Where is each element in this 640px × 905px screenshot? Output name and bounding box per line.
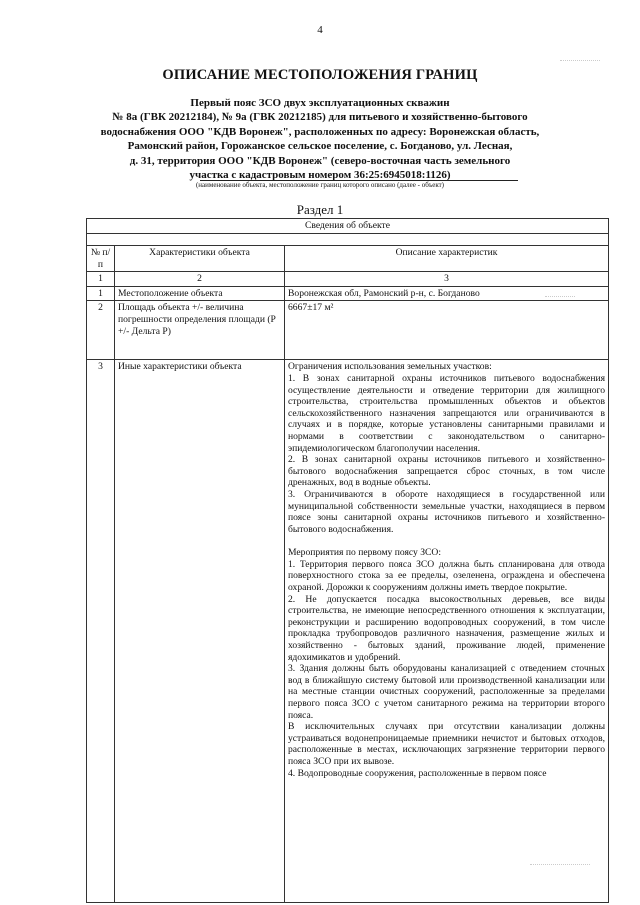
- subtitle-line: Рамонский район, Горожанское сельское поселение, с. Богданово, ул. Лесная,: [127, 140, 513, 153]
- page-number: 4: [317, 24, 323, 36]
- col-number: 3: [285, 272, 609, 287]
- row-number: 1: [87, 286, 115, 301]
- subtitle-line: д. 31, территория ООО "КДВ Воронеж" (северо-восточная часть земельного: [129, 154, 511, 167]
- restriction-item: 2. В зонах санитарной охраны источников питьевого и хозяйственно-бытового водоснабжения запрещается сброс сточных, в том числе дренажных, вод в водные объекты.: [288, 454, 606, 489]
- measures-title: Мероприятия по первому поясу ЗСО:: [288, 547, 442, 559]
- subtitle-line: № 8а (ГВК 20212184), № 9а (ГВК 20212185) для питьевого и хозяйственно-бытового: [112, 111, 528, 124]
- table-row: [87, 301, 609, 360]
- subtitle-line: водоснабжения ООО "КДВ Воронеж", расположенных по адресу: Воронежская область,: [100, 125, 540, 138]
- object-description: [90, 96, 550, 182]
- table-spacer: [87, 234, 609, 246]
- measure-item: 1. Территория первого пояса ЗСО должна быть спланирована для отвода поверхностного стока за ее пределы, озеленена, ограждена и обеспечена охраной. Дорожки к сооружениям должны иметь твердое покрытие.: [288, 558, 606, 594]
- scan-artifact: [545, 296, 575, 299]
- table-row: [87, 360, 609, 903]
- row-characteristic: Площадь объекта +/- величина погрешности определения площади (Р +/- Дельта Р): [115, 301, 285, 360]
- row-description: [285, 360, 609, 903]
- col-number: 2: [115, 272, 285, 287]
- object-info-table: [86, 218, 609, 903]
- scan-artifact: [560, 60, 600, 63]
- restriction-item: 3. Ограничиваются в обороте находящиеся в государственной или муниципальной собственности земельные участки, находящиеся в первом поясе зоны санитарной охраны источников питьевого и хозяйственно-бытового водоснабжения.: [288, 488, 606, 535]
- section-title: Раздел 1: [296, 202, 344, 217]
- table-header-row: [87, 246, 609, 272]
- measure-item: 4. Водопроводные сооружения, расположенные в первом поясе: [288, 767, 547, 779]
- restrictions-intro: Ограничения использования земельных участков:: [288, 361, 492, 373]
- restriction-item: 1. В зонах санитарной охраны источников питьевого водоснабжения осуществление деятельности и отведение территории для жилищного строительства, строительства промышленных объектов и объектов сельскохозяйственного назначения запрещаются или ограничиваются в случаях и в порядке, которые установлены санитарными правилами и нормами в соответствии с законодательством о санитарно-эпидемиологическом благополучии населения.: [288, 372, 606, 454]
- row-number: 2: [87, 301, 115, 360]
- subtitle-caption: (наименование объекта, местоположение границ которого описано (далее - объект): [195, 181, 445, 189]
- table-caption: Сведения об объекте: [87, 219, 609, 234]
- header-num: № п/п: [87, 246, 115, 272]
- header-characteristic: Характеристики объекта: [115, 246, 285, 272]
- paragraph-gap: [288, 535, 605, 547]
- table-numbering-row: [87, 272, 609, 287]
- row-number: 3: [87, 360, 115, 903]
- row-description: 6667±17 м²: [285, 301, 609, 360]
- header-description: Описание характеристик: [285, 246, 609, 272]
- measure-item: В исключительных случаях при отсутствии канализации должны устраиваться водонепроницаемые приемники нечистот и бытовых отходов, расположенные в местах, исключающих загрязнение территории первого пояса ЗСО при их вывозе.: [288, 721, 606, 767]
- measure-item: 2. Не допускается посадка высокоствольных деревьев, все виды строительства, не имеющие непосредственного отношения к эксплуатации, реконструкции и расширению водопроводных сооружений, в том числе прокладка трубопроводов различного назначения, размещение жилых и хозяйственно - бытовых зданий, проживание людей, применение ядохимикатов и удобрений.: [288, 593, 606, 663]
- table-row: [87, 286, 609, 301]
- measure-item: 3. Здания должны быть оборудованы канализацией с отведением сточных вод в ближайшую систему бытовой или производственной канализации или на местные станции очистных сооружений, расположенные за пределами первого пояса ЗСО с учетом санитарного режима на территории второго пояса.: [288, 663, 606, 721]
- scan-artifact: [530, 864, 590, 867]
- document-title: ОПИСАНИЕ МЕСТОПОЛОЖЕНИЯ ГРАНИЦ: [162, 67, 478, 83]
- col-number: 1: [87, 272, 115, 287]
- subtitle-line: Первый пояс ЗСО двух эксплуатационных скважин: [190, 97, 450, 109]
- subtitle-line: участка с кадастровым номером 36:25:6945018:1126): [189, 169, 451, 182]
- row-characteristic: Местоположение объекта: [115, 286, 285, 301]
- table-caption-row: [87, 219, 609, 234]
- table-spacer-row: [87, 234, 609, 246]
- row-characteristic: Иные характеристики объекта: [115, 360, 285, 903]
- row-description: Воронежская обл, Рамонский р-н, с. Богданово: [285, 286, 609, 301]
